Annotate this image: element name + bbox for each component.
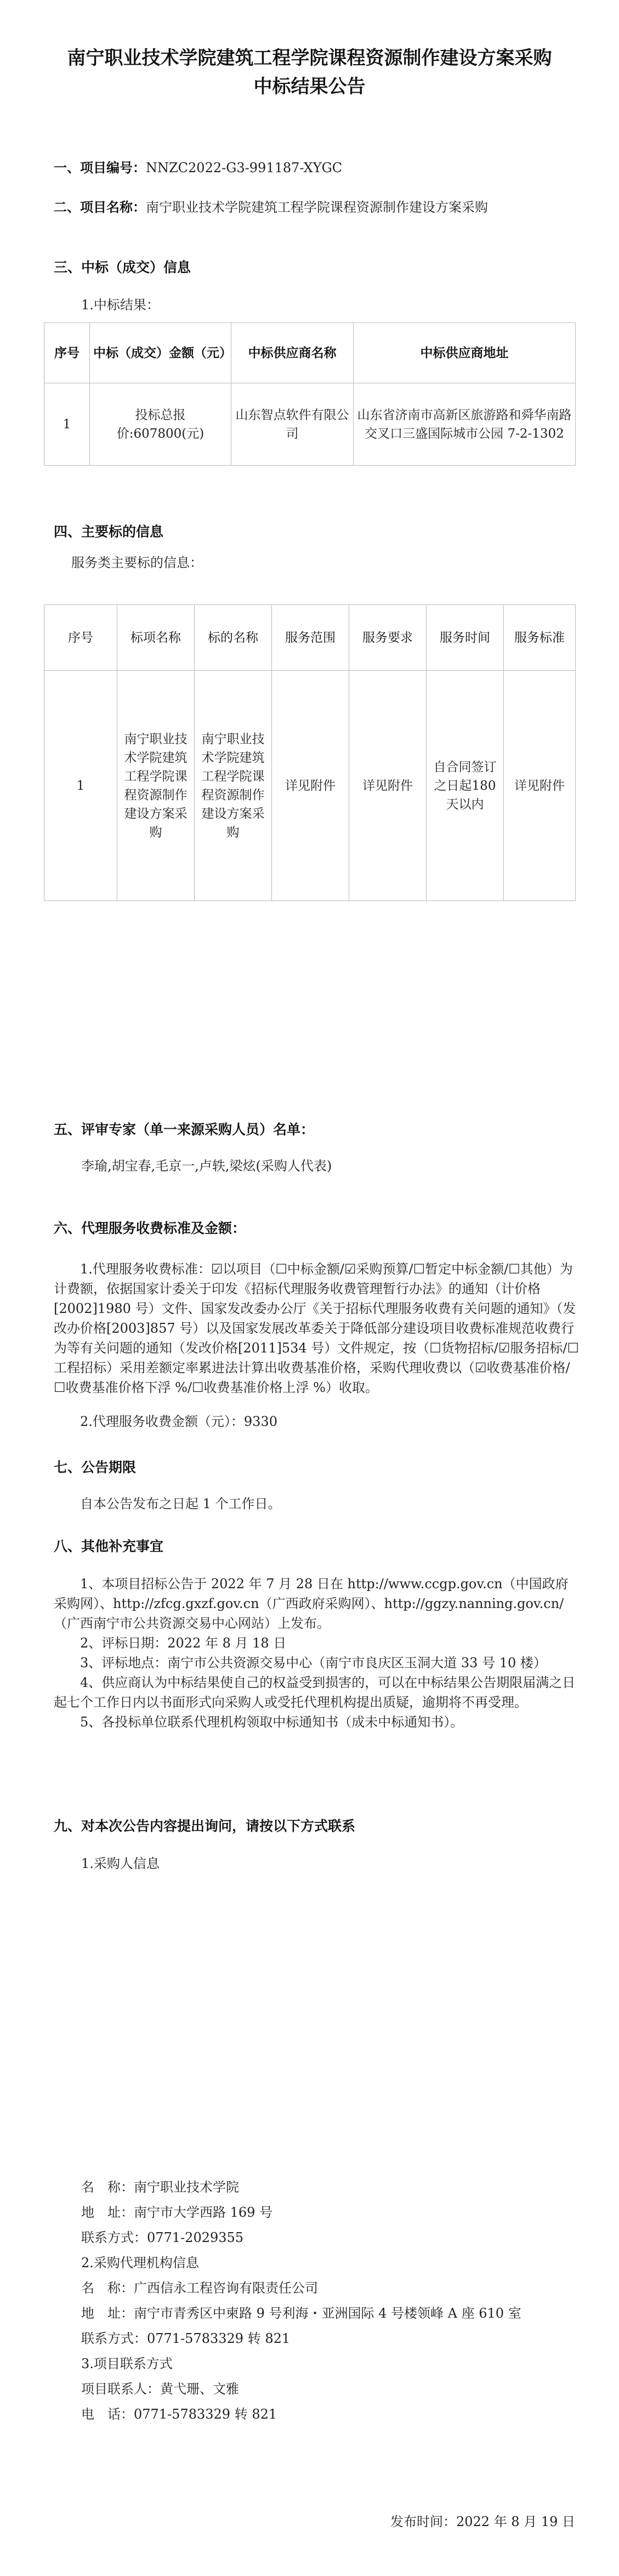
supplement-item-5: 5、各投标单位联系代理机构领取中标通知书（成未中标通知书）。	[80, 1714, 464, 1730]
subject-table-header	[44, 605, 576, 671]
award-td-index: 1	[44, 383, 90, 466]
project-contact-phone: 电 话：0771-5783329 转 821	[81, 2407, 277, 2422]
subject-th-requirement: 服务要求	[349, 605, 427, 671]
subject-td-standard: 详见附件	[504, 671, 576, 901]
award-th-index: 序号	[44, 323, 90, 383]
title-line-1: 南宁职业技术学院建筑工程学院课程资源制作建设方案采购	[67, 47, 552, 69]
buyer-phone: 联系方式：0771-2029355	[81, 2230, 244, 2245]
agent-name: 名 称：广西信永工程咨询有限责任公司	[81, 2280, 318, 2296]
supplement-item-1: 1、本项目招标公告于 2022 年 7 月 28 日在 http://www.ccgp.gov.cn（中国政府采购网）、http://zfcg.gxzf.gov.cn（广西政府采购网）、http://ggzy.nanning.gov.cn/（广西南宁市公共资源交易中心网站）上发布。	[54, 1576, 569, 1631]
supplement-list	[54, 1574, 580, 1732]
subject-td-time: 自合同签订之日起180 天以内	[427, 671, 504, 901]
subject-th-item: 标项名称	[117, 605, 195, 671]
subject-td-index: 1	[44, 671, 117, 901]
experts-list: 李瑜,胡宝春,毛京一,卢轶,梁炫(采购人代表)	[81, 1158, 332, 1174]
supplement-item-4: 4、供应商认为中标结果使自己的权益受到损害的，可以在中标结果公告期限届满之日起七个工作日内以书面形式向采购人或受托代理机构提出质疑，逾期将不再受理。	[54, 1675, 576, 1710]
subject-th-standard: 服务标准	[504, 605, 576, 671]
project-number-value: NNZC2022-G3-991187-XYGC	[146, 160, 343, 175]
subject-td-scope: 详见附件	[272, 671, 349, 901]
award-table-row	[44, 383, 576, 466]
section-4-heading: 四、主要标的信息	[54, 524, 164, 540]
subject-table-row	[44, 671, 576, 901]
subject-td-item: 南宁职业技术学院建筑工程学院课程资源制作建设方案采购	[117, 671, 195, 901]
fee-amount: 2.代理服务收费金额（元）：9330	[80, 1414, 277, 1429]
agent-phone: 联系方式：0771-5783329 转 821	[81, 2331, 291, 2346]
project-name	[54, 197, 575, 217]
section-3-heading: 三、中标（成交）信息	[54, 259, 191, 275]
project-number-label: 一、项目编号：	[54, 160, 146, 175]
subject-th-subject: 标的名称	[195, 605, 272, 671]
fee-standard-paragraph: 1.代理服务收费标准：☑以项目（☐中标金额/☑采购预算/☐暂定中标金额/☐其他）为计费额，依据国家计委关于印发《招标代理服务收费管理暂行办法》的通知（计价格[2002]1980 号）文件、国家发改委办公厅《关于招标代理服务收费有关问题的通知》（发改办价格[2003]857 号）以及国家发展改革委关于降低部分建设项目收费标准规范收费行为等有关问题的通知（发改价格[2011]534 号）文件规定，按（☐货物招标/☑服务招标/☐工程招标）采用差额定率累进法计算出收费基准价格，采购代理收费以（☑收费基准价格/☐收费基准价格下浮 %/☐收费基准价格上浮 %）收取。	[54, 1261, 579, 1395]
agent-address: 地 址：南宁市青秀区中柬路 9 号利海・亚洲国际 4 号楼领峰 A 座 610 室	[81, 2306, 521, 2321]
award-th-supplier: 中标供应商名称	[231, 323, 354, 383]
subject-td-requirement: 详见附件	[349, 671, 427, 901]
subject-th-scope: 服务范围	[272, 605, 349, 671]
project-contact-person: 项目联系人：黄弋珊、文雅	[81, 2381, 239, 2397]
award-th-amount: 中标（成交）金额（元）	[90, 323, 231, 383]
document-title	[44, 44, 575, 101]
section-8-heading: 八、其他补充事宜	[54, 1538, 164, 1554]
supplement-item-3: 3、评标地点：南宁市公共资源交易中心（南宁市良庆区玉洞大道 33 号 10 楼）	[80, 1655, 547, 1671]
subject-table	[44, 604, 576, 901]
subject-th-index: 序号	[44, 605, 117, 671]
award-table	[44, 322, 576, 466]
agent-heading: 2.采购代理机构信息	[81, 2255, 199, 2271]
section-5-heading: 五、评审专家（单一来源采购人员）名单：	[54, 1122, 315, 1137]
award-td-supplier: 山东智点软件有限公司	[231, 383, 354, 466]
section-4-sub: 服务类主要标的信息：	[71, 555, 203, 570]
award-td-amount: 投标总报价:607800(元)	[90, 383, 231, 466]
buyer-address: 地 址：南宁市大学西路 169 号	[81, 2205, 273, 2220]
section-9-heading: 九、对本次公告内容提出询问，请按以下方式联系	[54, 1818, 356, 1834]
section-7-heading: 七、公告期限	[54, 1459, 137, 1475]
notice-period: 自本公告发布之日起 1 个工作日。	[80, 1496, 281, 1511]
section-9-sub: 1.采购人信息	[81, 1856, 160, 1871]
publish-date: 发布时间：2022 年 8 月 19 日	[390, 2514, 575, 2529]
subject-th-time: 服务时间	[427, 605, 504, 671]
section-6-heading: 六、代理服务收费标准及金额：	[54, 1220, 246, 1236]
project-number	[54, 158, 342, 178]
project-contact-heading: 3.项目联系方式	[81, 2356, 173, 2371]
award-td-address: 山东省济南市高新区旅游路和舜华南路交叉口三盛国际城市公园 7-2-1302	[354, 383, 576, 466]
award-table-header	[44, 323, 576, 383]
section-3-sub: 1.中标结果：	[81, 297, 160, 313]
supplement-item-2: 2、评标日期：2022 年 8 月 18 日	[80, 1635, 287, 1651]
award-th-address: 中标供应商地址	[354, 323, 576, 383]
buyer-name: 名 称：南宁职业技术学院	[81, 2179, 239, 2195]
subject-td-subject: 南宁职业技术学院建筑工程学院课程资源制作建设方案采购	[195, 671, 272, 901]
title-line-2: 中标结果公告	[253, 76, 366, 98]
project-name-label: 二、项目名称：	[54, 200, 146, 215]
project-name-value: 南宁职业技术学院建筑工程学院课程资源制作建设方案采购	[146, 200, 488, 215]
contact-block	[81, 2177, 575, 2424]
